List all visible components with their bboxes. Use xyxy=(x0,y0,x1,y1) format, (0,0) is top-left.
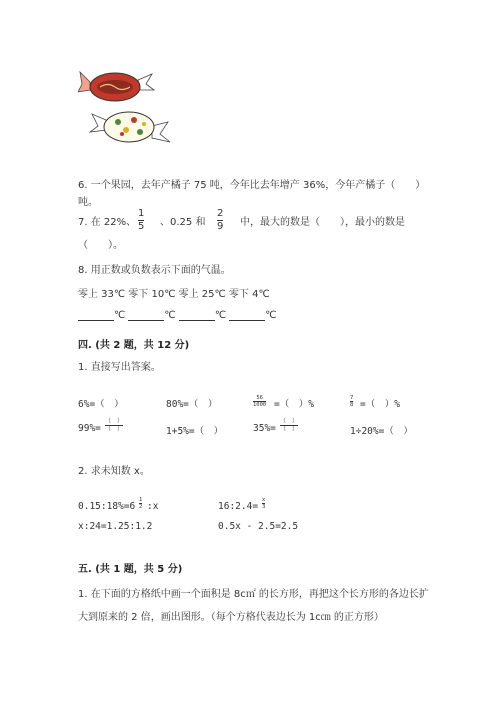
answer-blank[interactable] xyxy=(78,310,114,321)
calc-r2c3-fraction: （ ） （ ） xyxy=(280,418,299,433)
calc-r2c2: 1+5%=（ ） xyxy=(166,426,224,437)
calc-r2c1-fraction: （ ） （ ） xyxy=(105,418,124,433)
calc-r1c3-fraction: 56 1000 xyxy=(253,395,267,408)
q7-f2-num: 2 xyxy=(217,208,224,219)
section4-q2: 2. 求未知数 x。 xyxy=(78,466,150,477)
candy-illustration xyxy=(78,70,173,155)
section4-title: 四. (共 2 题，共 12 分) xyxy=(78,340,190,351)
calc-r2c1-lhs: 99%= xyxy=(78,423,101,434)
eq2b: 0.5x - 2.5=2.5 xyxy=(218,521,299,532)
q7-line2: （ ）。 xyxy=(78,240,123,251)
calc-r1c1: 6%=（ ） xyxy=(78,399,124,410)
section5-line1: 1. 在下面的方格纸中画一个面积是 8c㎡ 的长方形，再把这个长方形的各边长扩 xyxy=(78,589,429,600)
eq1a-end: :x xyxy=(147,501,159,512)
calc-r1c4: =（ ）% xyxy=(360,399,400,410)
calc-r1c3: =（ ）% xyxy=(274,399,314,410)
q8-answer-blanks: ℃ ℃ ℃ ℃ xyxy=(78,310,277,321)
eq1b: 16:2.4= xyxy=(218,501,259,512)
calc-r1c2: 80%=（ ） xyxy=(166,399,218,410)
q6-line2: 吨。 xyxy=(78,197,98,208)
q7-f1-num: 1 xyxy=(138,208,145,219)
answer-blank[interactable] xyxy=(229,310,265,321)
q8-title: 8. 用正数或负数表示下面的气温。 xyxy=(78,265,231,276)
q7-prefix: 7. 在 22%、 xyxy=(78,217,137,228)
q7-mid: 、0.25 和 xyxy=(160,217,206,228)
q6-line1: 6. 一个果园，去年产橘子 75 吨，今年比去年增产 36%，今年产橘子（ ） xyxy=(78,180,426,191)
section4-q1: 1. 直接写出答案。 xyxy=(78,362,161,373)
answer-blank[interactable] xyxy=(179,310,215,321)
eq2a: x:24=1.25:1.2 xyxy=(78,521,153,532)
q7-suffix: 中，最大的数是（ ），最小的数是 xyxy=(240,217,405,228)
calc-r2c3-lhs: 35%= xyxy=(253,423,276,434)
answer-blank[interactable] xyxy=(128,310,164,321)
q7-fraction-1 xyxy=(138,208,144,233)
q7-fraction-2 xyxy=(217,208,223,233)
q7-f1-den: 5 xyxy=(138,221,145,232)
q7-f2-den: 9 xyxy=(217,221,224,232)
calc-r1c4-fraction: 7 8 xyxy=(350,395,354,408)
eq1a: 0.15:18%=6 xyxy=(78,501,136,512)
section5-line2: 大到原来的 2 倍，画出图形。（每个方格代表边长为 1c㎝ 的正方形） xyxy=(78,612,384,623)
eq1a-fraction: 1 2 xyxy=(139,497,143,510)
calc-r2c4: 1÷20%=（ ） xyxy=(350,426,413,437)
section5-title: 五. (共 1 题，共 5 分) xyxy=(78,564,183,575)
q8-temps: 零上 33℃ 零下 10℃ 零上 25℃ 零下 4℃ xyxy=(78,289,270,300)
eq1b-fraction: x 3 xyxy=(262,497,266,510)
